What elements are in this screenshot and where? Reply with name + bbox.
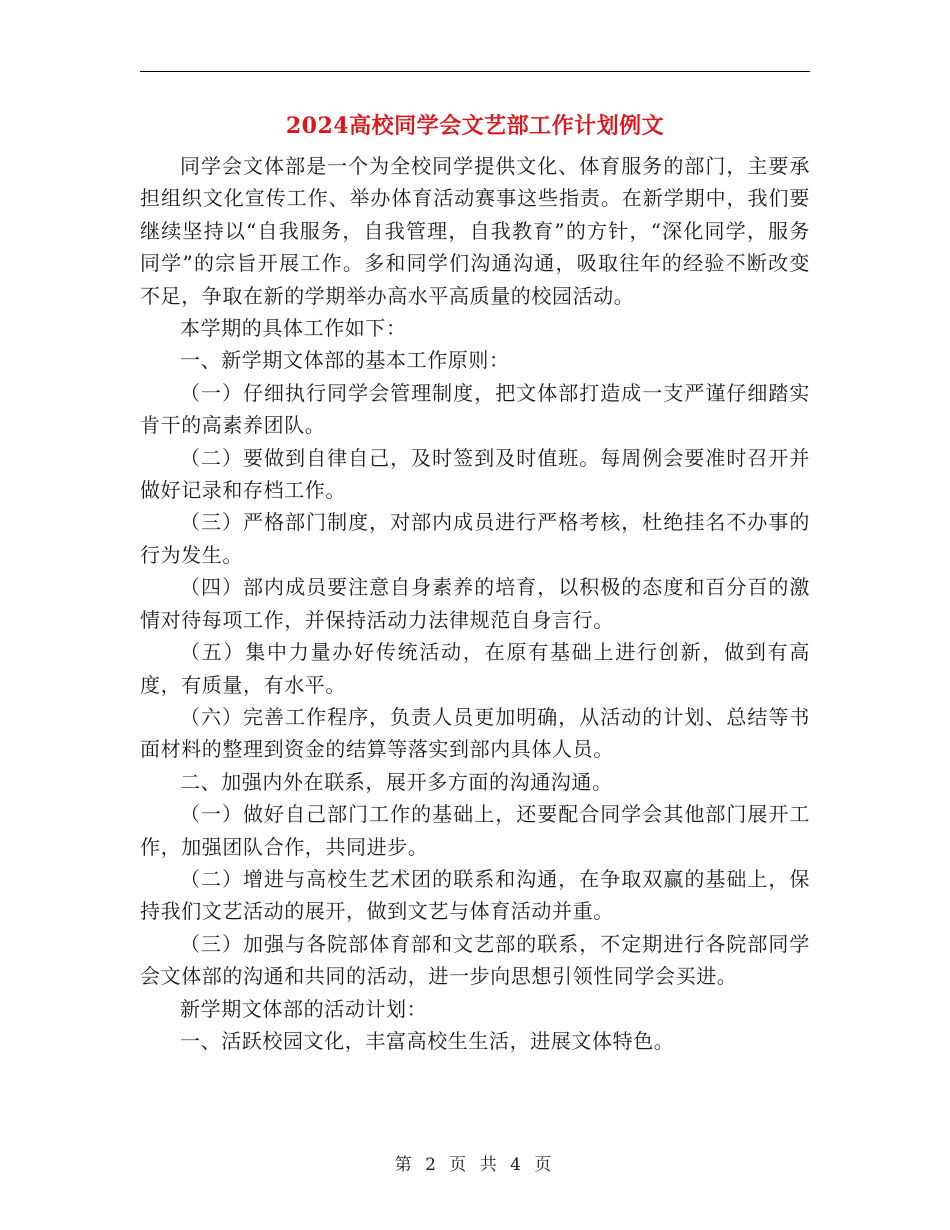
principle-item-4: （四）部内成员要注意自身素养的培育，以积极的态度和百分百的激情对待每项工作，并保持活动力法律规范自身言行。 bbox=[140, 575, 810, 632]
document-title: 2024高校同学会文艺部工作计划例文 bbox=[285, 113, 665, 139]
principle-item-3: （三）严格部门制度，对部内成员进行严格考核，杜绝挂名不办事的行为发生。 bbox=[140, 510, 810, 567]
section-heading-communication: 二、加强内外在联系，展开多方面的沟通沟通。 bbox=[180, 769, 613, 794]
communication-item-2: （二）增进与高校生艺术团的联系和沟通，在争取双赢的基础上，保持我们文艺活动的展开，做到文艺与体育活动并重。 bbox=[140, 866, 810, 924]
paragraph-work-intro: 本学期的具体工作如下： bbox=[180, 316, 407, 341]
principle-item-6: （六）完善工作程序，负责人员更加明确，从活动的计划、总结等书面材料的整理到资金的结算等落实到部内具体人员。 bbox=[140, 704, 810, 762]
page-number-footer: 第 2 页 共 4 页 bbox=[394, 1155, 556, 1175]
header-rule bbox=[140, 71, 810, 72]
document-body bbox=[140, 150, 810, 1057]
communication-item-1: （一）做好自己部门工作的基础上，还要配合同学会其他部门展开工作，加强团队合作，共同进步。 bbox=[140, 802, 810, 859]
principle-item-5: （五）集中力量办好传统活动，在原有基础上进行创新，做到有高度，有质量，有水平。 bbox=[140, 640, 810, 697]
section-heading-activity-plan: 新学期文体部的活动计划： bbox=[180, 996, 428, 1021]
activity-plan-item-1: 一、活跃校园文化，丰富高校生生活，进展文体特色。 bbox=[180, 1028, 675, 1053]
section-heading-principles: 一、新学期文体部的基本工作原则： bbox=[180, 348, 510, 373]
principle-item-1: （一）仔细执行同学会管理制度，把文体部打造成一支严谨仔细踏实肯干的高素养团队。 bbox=[140, 380, 810, 438]
communication-item-3: （三）加强与各院部体育部和文艺部的联系，不定期进行各院部同学会文体部的沟通和共同的活动，进一步向思想引领性同学会买进。 bbox=[140, 931, 810, 989]
principle-item-2: （二）要做到自律自己，及时签到及时值班。每周例会要准时召开并做好记录和存档工作。 bbox=[140, 445, 810, 503]
paragraph-intro: 同学会文体部是一个为全校同学提供文化、体育服务的部门，主要承担组织文化宣传工作、举办体育活动赛事这些指责。在新学期中，我们要继续坚持以“自我服务，自我管理，自我教育”的方针，“深化同学，服务同学”的宗旨开展工作。多和同学们沟通沟通，吸取往年的经验不断改变不足，争取在新的学期举办高水平高质量的校园活动。 bbox=[140, 154, 810, 308]
